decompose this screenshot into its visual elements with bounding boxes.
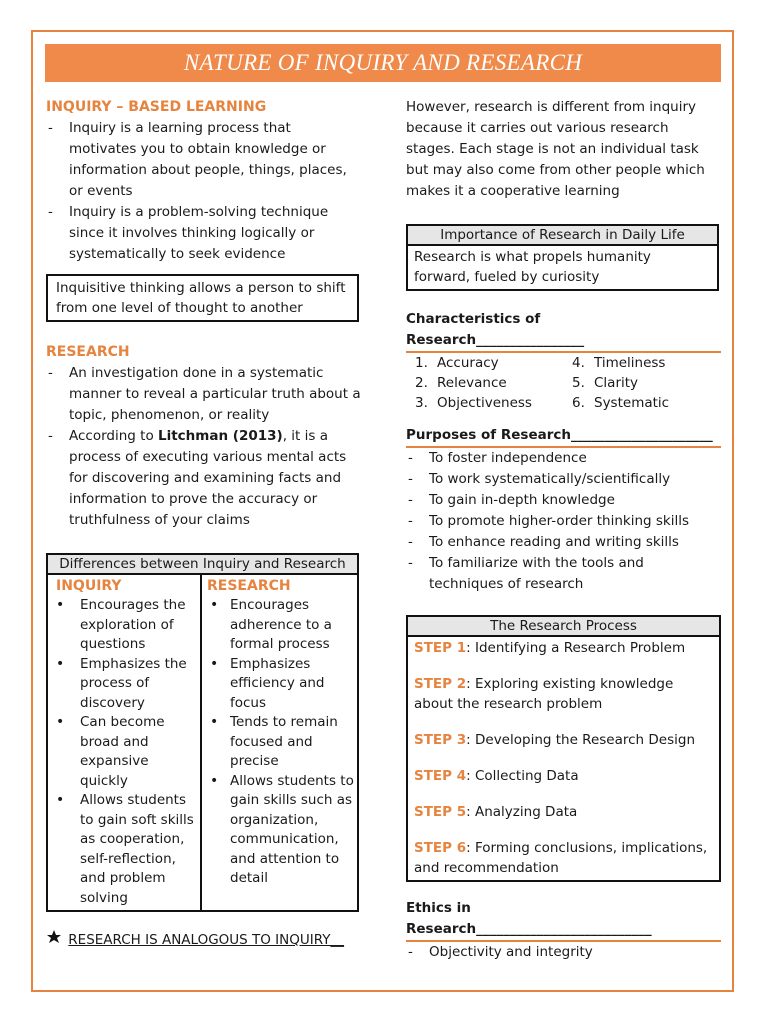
inquiry-item-1: • Encourages the exploration of questions: [48, 596, 200, 655]
differences-grid: [48, 575, 361, 910]
research-column-head: RESEARCH: [207, 578, 291, 594]
characteristic-3: 3. Objectiveness: [415, 395, 532, 411]
purpose-item: - To promote higher-order thinking skills: [406, 511, 721, 532]
litchman-citation: Litchman (2013): [158, 428, 283, 444]
process-step-5: STEP 5: Analyzing Data: [414, 804, 578, 820]
inquiry-column: [48, 575, 201, 910]
ethics-section: [406, 898, 721, 963]
process-step-2: STEP 2: Exploring existing knowledge about the research problem: [414, 676, 674, 712]
process-steps: [408, 637, 719, 878]
purposes-heading: Purposes of Research_____________________: [406, 425, 721, 448]
research-heading: RESEARCH: [46, 344, 130, 360]
left-column: [46, 97, 362, 951]
process-step-3: STEP 3: Developing the Research Design: [414, 732, 696, 748]
research-item-4: • Allows students to gain skills such as organization, communication, and attention to detail: [202, 772, 357, 889]
inquiry-point-2: - Inquiry is a problem-solving technique since it involves thinking logically or systematically to seek evidence: [46, 202, 362, 265]
purpose-item: - To work systematically/scientifically: [406, 469, 721, 490]
however-paragraph: However, research is different from inquiry because it carries out various research stages. Each stage is not an individual task but may also come from other people which makes it a cooperative learning: [406, 99, 705, 199]
importance-text: Research is what propels humanity forward, fueled by curiosity: [414, 249, 651, 285]
importance-box: [406, 224, 719, 291]
right-column: [406, 97, 721, 963]
research-item-2: • Emphasizes efficiency and focus: [202, 655, 357, 714]
process-title: The Research Process: [408, 617, 719, 637]
page-title: NATURE OF INQUIRY AND RESEARCH: [45, 44, 721, 82]
analogous-text: RESEARCH IS ANALOGOUS TO INQUIRY__: [68, 932, 345, 948]
research-column: [201, 575, 361, 910]
characteristics-heading: Characteristics of Research________________: [406, 309, 721, 353]
purpose-item: - To gain in-depth knowledge: [406, 490, 721, 511]
characteristics-list: [406, 353, 721, 413]
importance-title: Importance of Research in Daily Life: [408, 226, 717, 246]
inquiry-item-4: • Allows students to gain soft skills as cooperation, self-reflection, and problem solving: [48, 791, 200, 908]
characteristic-4: 4. Timeliness: [572, 355, 666, 371]
characteristic-5: 5. Clarity: [572, 375, 639, 391]
inquiry-column-head: INQUIRY: [56, 578, 122, 594]
research-item-3: • Tends to remain focused and precise: [202, 713, 357, 772]
purpose-item: - To enhance reading and writing skills: [406, 532, 721, 553]
star-icon: [46, 930, 64, 951]
process-step-4: STEP 4: Collecting Data: [414, 768, 579, 784]
inquiry-item-3: • Can become broad and expansive quickly: [48, 713, 200, 791]
ethics-heading: Ethics in Research__________________________: [406, 898, 721, 942]
research-process-box: [406, 615, 721, 882]
characteristic-2: 2. Relevance: [415, 375, 507, 391]
research-point-2-post: , it is a process of executing various mental acts for discovering and examining facts and information to prove the accuracy or truthfulness of your claims: [69, 428, 347, 528]
research-point-2-pre: According to: [69, 428, 158, 444]
purpose-item: - To foster independence: [406, 448, 721, 469]
research-point-2: [46, 426, 362, 531]
purpose-item: - To familiarize with the tools and techniques of research: [406, 553, 721, 595]
characteristic-6: 6. Systematic: [572, 395, 670, 411]
differences-table: [46, 553, 359, 912]
research-point-1: - An investigation done in a systematic manner to reveal a particular truth about a topic, phenomenon, or reality: [46, 363, 362, 426]
process-step-1: STEP 1: Identifying a Research Problem: [414, 640, 686, 656]
inquiry-item-2: • Emphasizes the process of discovery: [48, 655, 200, 714]
characteristic-1: 1. Accuracy: [415, 355, 499, 371]
differences-title: Differences between Inquiry and Research: [48, 555, 357, 575]
process-step-6: STEP 6: Forming conclusions, implications, and recommendation: [414, 840, 708, 876]
ethics-item: - Objectivity and integrity: [406, 942, 721, 963]
inquiry-heading: INQUIRY – BASED LEARNING: [46, 99, 267, 115]
analogous-line: [46, 930, 362, 951]
inquiry-point-1: - Inquiry is a learning process that motivates you to obtain knowledge or information about people, things, places, or events: [46, 118, 362, 202]
characteristics-section: [406, 309, 721, 413]
research-item-1: • Encourages adherence to a formal process: [202, 596, 357, 655]
inquisitive-text: Inquisitive thinking allows a person to shift from one level of thought to another: [56, 280, 346, 316]
inquisitive-box: [46, 274, 359, 322]
purposes-section: [406, 425, 721, 595]
